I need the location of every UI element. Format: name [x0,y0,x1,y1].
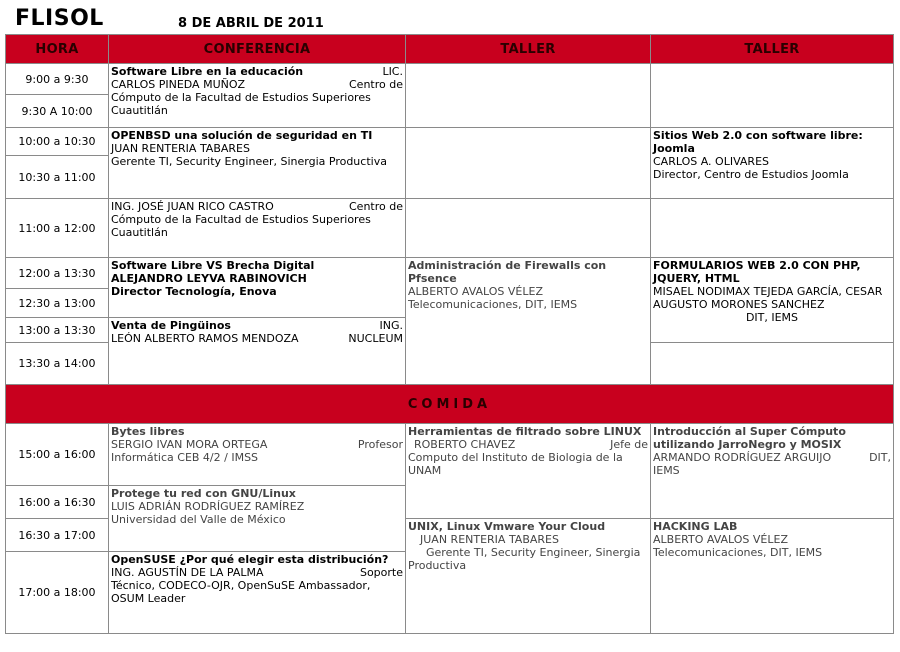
conference-cell [109,128,406,199]
time-slot: 16:00 a 16:30 [6,486,109,519]
conference-cell [109,552,406,634]
workshop-title: FORMULARIOS WEB 2.0 CON PHP, [653,259,861,272]
talk-title: OpenSUSE ¿Por qué elegir esta distribución? [111,553,389,566]
speaker-name: ALBERTO AVALOS VÉLEZ [653,533,788,546]
schedule-table [5,34,894,634]
speaker-name: ING. JOSÉ JUAN RICO CASTRO [111,200,274,213]
workshop-title: Herramientas de filtrado sobre LINUX [408,425,642,438]
column-header-hora: HORA [6,35,109,64]
workshop-cell-empty [406,64,651,128]
lunch-banner: COMIDA [6,385,894,424]
time-slot: 12:00 a 13:30 [6,258,109,289]
speaker-affiliation: Técnico, CODECO-OJR, OpenSuSE Ambassador, [111,579,371,592]
speaker-affiliation: Cómputo de la Facultad de Estudios Superiores [111,91,371,104]
workshop-cell-empty [651,343,894,385]
speaker-affiliation: Soporte [359,566,403,579]
talk-title-tail: ING. [379,319,403,332]
column-header-taller-2: TALLER [651,35,894,64]
time-slot: 15:00 a 16:00 [6,424,109,486]
workshop-title: Introducción al Super Cómputo [653,425,846,438]
speaker-name: AUGUSTO MORONES SANCHEZ [653,298,825,311]
talk-title: Protege tu red con GNU/Linux [111,487,296,500]
speaker-affiliation: DIT, IEMS [745,311,799,324]
conference-cell [109,199,406,258]
speaker-affiliation: Gerente TI, Security Engineer, Sinergia Productiva [111,155,387,168]
event-date: 8 DE ABRIL DE 2011 [178,16,324,31]
speaker-affiliation: Director Tecnología, Enova [111,285,277,298]
speaker-name: ALBERTO AVALOS VÉLEZ [408,285,543,298]
speaker-name: ROBERTO CHAVEZ [414,438,516,451]
speaker-name: CARLOS A. OLIVARES [653,155,769,168]
speaker-name: MISAEL NODIMAX TEJEDA GARCÍA, CESAR [653,285,883,298]
workshop-cell-empty [406,199,651,258]
speaker-affiliation: Universidad del Valle de México [111,513,286,526]
talk-title: OPENBSD una solución de seguridad en TI [111,129,373,142]
lunch-row [6,385,894,424]
workshop-cell-empty [651,64,894,128]
talk-title: Software Libre VS Brecha Digital [111,259,315,272]
speaker-name: JUAN RENTERIA TABARES [420,533,559,546]
workshop-cell [406,258,651,385]
workshop-title: Administración de Firewalls con Pfsence [408,259,607,285]
speaker-affiliation: Informática CEB 4/2 / IMSS [111,451,259,464]
workshop-title: HACKING LAB [653,520,738,533]
speaker-affiliation: Centro de [349,200,403,213]
time-slot: 10:00 a 10:30 [6,128,109,156]
conference-cell [109,64,406,128]
speaker-affiliation: Telecomunicaciones, DIT, IEMS [653,546,823,559]
table-row [6,258,894,289]
speaker-name: SERGIO IVAN MORA ORTEGA [111,438,268,451]
speaker-affiliation: Cuautitlán [111,226,168,239]
speaker-affiliation: Gerente TI, Security Engineer, Sinergia [426,546,641,559]
speaker-affiliation: Centro de [349,78,403,91]
workshop-cell [651,258,894,343]
workshop-cell-empty [651,199,894,258]
speaker-name: LEÓN ALBERTO RAMOS MENDOZA [111,332,299,345]
workshop-cell-empty [406,128,651,199]
speaker-affiliation: Telecomunicaciones, DIT, IEMS [408,298,578,311]
speaker-name: LUIS ADRIÁN RODRÍGUEZ RAMÍREZ [111,500,305,513]
time-slot: 13:00 a 13:30 [6,318,109,343]
workshop-title: UNIX, Linux Vmware Your Cloud [408,520,606,533]
time-slot: 11:00 a 12:00 [6,199,109,258]
talk-title: Bytes libres [111,425,185,438]
speaker-affiliation: Computo del Instituto de Biologia de la [408,451,623,464]
conference-cell [109,486,406,552]
table-row [6,64,894,95]
conference-cell [109,424,406,486]
speaker-name: ALEJANDRO LEYVA RABINOVICH [111,272,307,285]
conference-cell [109,318,406,385]
time-slot: 12:30 a 13:00 [6,289,109,318]
speaker-name: ING. AGUSTÍN DE LA PALMA [111,566,264,579]
speaker-affiliation: Profesor [357,438,403,451]
speaker-affiliation: Director, Centro de Estudios Joomla [653,168,849,181]
table-row [6,199,894,258]
speaker-affiliation: Jefe de [610,438,648,451]
time-slot: 17:00 a 18:00 [6,552,109,634]
talk-title: Software Libre en la educación [111,65,304,78]
workshop-cell [406,519,651,634]
time-slot: 16:30 a 17:00 [6,519,109,552]
time-slot: 9:30 A 10:00 [6,95,109,128]
conference-cell [109,258,406,318]
speaker-affiliation: IEMS [653,464,680,477]
time-slot: 9:00 a 9:30 [6,64,109,95]
header-row [6,35,894,64]
time-slot: 10:30 a 11:00 [6,156,109,199]
workshop-cell [651,519,894,634]
workshop-cell [651,128,894,199]
speaker-name: CARLOS PINEDA MUÑOZ [111,78,246,91]
speaker-affiliation: DIT, [869,451,891,464]
workshop-title: Sitios Web 2.0 con software libre: [653,129,863,142]
speaker-affiliation: Cuautitlán [111,104,168,117]
speaker-affiliation: NUCLEUM [348,332,403,345]
table-row [6,424,894,486]
table-row [6,128,894,156]
talk-title: Venta de Pingüinos [111,319,231,332]
speaker-affiliation: Cómputo de la Facultad de Estudios Superiores [111,213,371,226]
speaker-affiliation: UNAM [408,464,442,477]
page-title: FLISOL [15,6,104,31]
workshop-title-cont: Joomla [653,142,695,155]
speaker-name: ARMANDO RODRÍGUEZ ARGUIJO [653,451,832,464]
workshop-cell [406,424,651,519]
column-header-conferencia: CONFERENCIA [109,35,406,64]
time-slot: 13:30 a 14:00 [6,343,109,385]
workshop-title-cont: utilizando JarroNegro y MOSIX [653,438,842,451]
workshop-cell [651,424,894,519]
column-header-taller-1: TALLER [406,35,651,64]
talk-title-tail: LIC. [382,65,403,78]
workshop-title-cont: JQUERY, HTML [653,272,740,285]
speaker-affiliation: OSUM Leader [111,592,186,605]
speaker-name: JUAN RENTERIA TABARES [111,142,250,155]
speaker-affiliation: Productiva [408,559,467,572]
